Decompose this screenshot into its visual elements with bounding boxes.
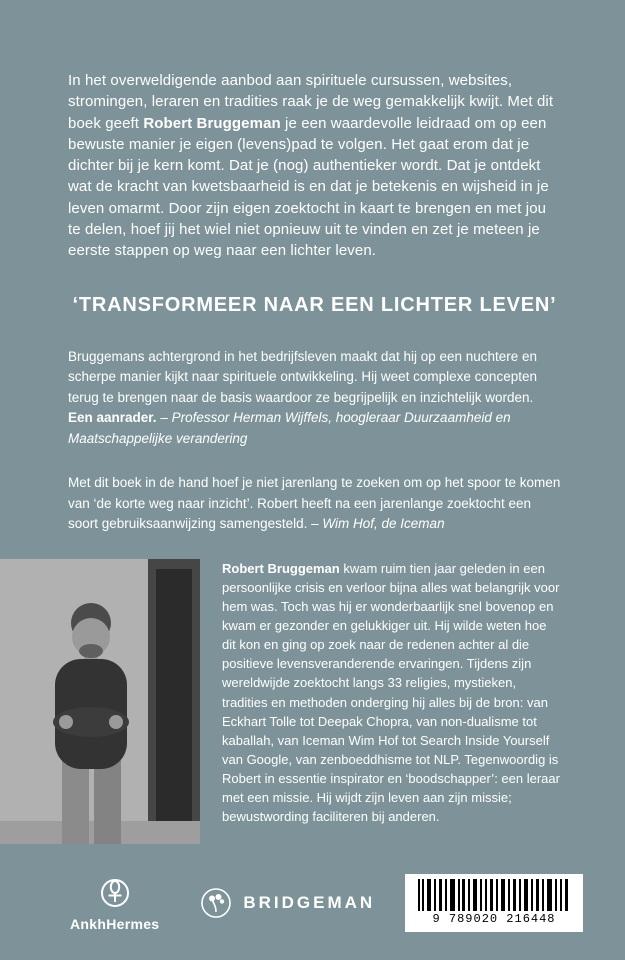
author-photo bbox=[0, 559, 200, 844]
intro-text-2: je een waardevolle leidraad om op een bewuste manier je eigen (levens)pad te volgen. Het gaat erom dat je dichter bij je kern komt. Dat je (nog) authentieker wordt. Dat je ontdekt wat de kracht van kwetsbaarheid is en dat je betekenis en wijsheid in je leven omarmt. Door zijn eigen zoektocht in kaart te brengen en met jou te delen, hoef jij het wiel niet opnieuw uit te vinden en zet je meteen je eerste stappen op weg naar een lichter leven. bbox=[68, 114, 549, 260]
quote1-attribution: Professor Herman Wijffels, hoogleraar Duurzaamheid en Maatschappelijke verandering bbox=[68, 410, 511, 446]
author-bio-text bbox=[222, 559, 561, 844]
quote2-text: Met dit boek in de hand hoef je niet jarenlang te zoeken om op het spoor te komen van ‘de korte weg naar inzicht’. Robert heeft na een jarenlange zoektocht een soort gebruiksaanwijzing samengesteld. bbox=[68, 475, 561, 532]
intro-paragraph bbox=[68, 70, 561, 262]
barcode-bars-icon bbox=[414, 879, 574, 911]
barcode bbox=[405, 874, 583, 932]
author-photo-illustration bbox=[0, 559, 200, 844]
ankh-icon bbox=[96, 873, 134, 911]
publisher-footer bbox=[0, 873, 625, 932]
intro-author-name: Robert Bruggeman bbox=[143, 114, 281, 132]
publisher-ankhhermes-logo bbox=[70, 873, 159, 932]
headline-quote: ‘TRANSFORMEER NAAR EEN LICHTER LEVEN’ bbox=[72, 293, 557, 316]
endorsement-quote-wijffels bbox=[68, 347, 561, 450]
publisher-bridgeman-logo bbox=[199, 886, 375, 920]
intro-text-1: In het overweldigende aanbod aan spirituele cursussen, websites, stromingen, leraren en tradities raak je de weg gemakkelijk kwijt. Met dit boek geeft bbox=[68, 72, 554, 132]
endorsement-quote-wimhof bbox=[68, 473, 561, 535]
author-bio-section bbox=[0, 559, 561, 844]
quote1-emphasis: Een aanrader. bbox=[68, 410, 157, 426]
quote1-text: Bruggemans achtergrond in het bedrijfsleven maakt dat hij op een nuchtere en scherpe manier kijkt naar spirituele ontwikkeling. Hij weet complexe concepten terug te brengen naar de basis waardoor ze begrijpelijk en inzichtelijk worden. bbox=[68, 348, 538, 405]
quote2-separator: – bbox=[307, 516, 323, 532]
ankhhermes-label: AnkhHermes bbox=[70, 916, 160, 932]
tree-circle-icon bbox=[199, 886, 233, 920]
quote1-separator: – bbox=[156, 410, 172, 426]
isbn-text: 9 789020 216448 bbox=[432, 911, 556, 926]
bio-body-text: kwam ruim tien jaar geleden in een persoonlijke crisis en verloor bijna alles wat belangrijk voor hem was. Toch was hij er wonderbaarlijk snel bovenop en kwam er gezonder en gelukkiger uit. Hij wilde weten hoe dit kon en ging op zoek naar de redenen achter al die positieve levensveranderende ervaringen. Tijdens zijn wereldwijde zoektocht langs 33 religies, mystieken, tradities en methoden onderging hij alles bij de bron: van Eckhart Tolle tot Deepak Chopra, van non-dualisme tot kaballah, van Iceman Wim Hof tot Search Inside Yourself van Google, van zenboeddhisme tot NLP. Tegenwoordig is Robert in essentie inspirator en ‘boodschapper’: een leraar met een missie. Hij wijdt zijn leven aan zijn missie; bewustwording faciliteren bij anderen. bbox=[222, 560, 560, 825]
bio-author-name: Robert Bruggeman bbox=[222, 560, 340, 576]
bridgeman-label: BRIDGEMAN bbox=[243, 892, 376, 912]
quote2-attribution: Wim Hof, de Iceman bbox=[322, 516, 445, 532]
